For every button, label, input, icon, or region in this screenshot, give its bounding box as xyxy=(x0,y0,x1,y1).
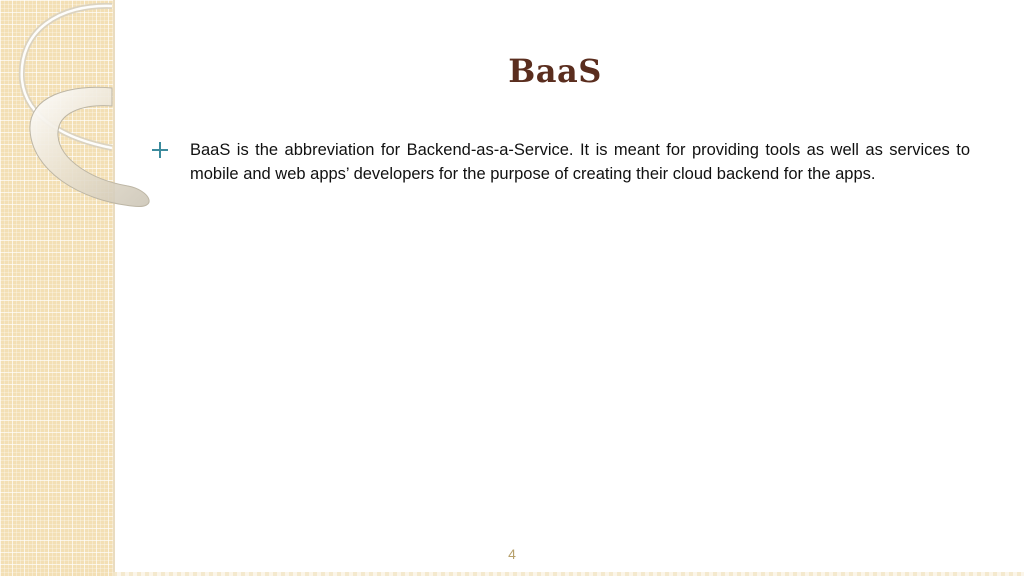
decorative-rings-graphic xyxy=(0,0,150,260)
plus-icon xyxy=(150,140,170,160)
slide-title: BaaS xyxy=(508,52,602,90)
page-number: 4 xyxy=(508,546,516,562)
decorative-bottom-band xyxy=(113,572,1024,576)
bullet-item xyxy=(150,138,980,186)
bullet-text: BaaS is the abbreviation for Backend-as-a-Service. It is meant for providing tools as well as services to mobile and web apps’ developers for the purpose of creating their cloud backend for the apps. xyxy=(190,141,970,183)
